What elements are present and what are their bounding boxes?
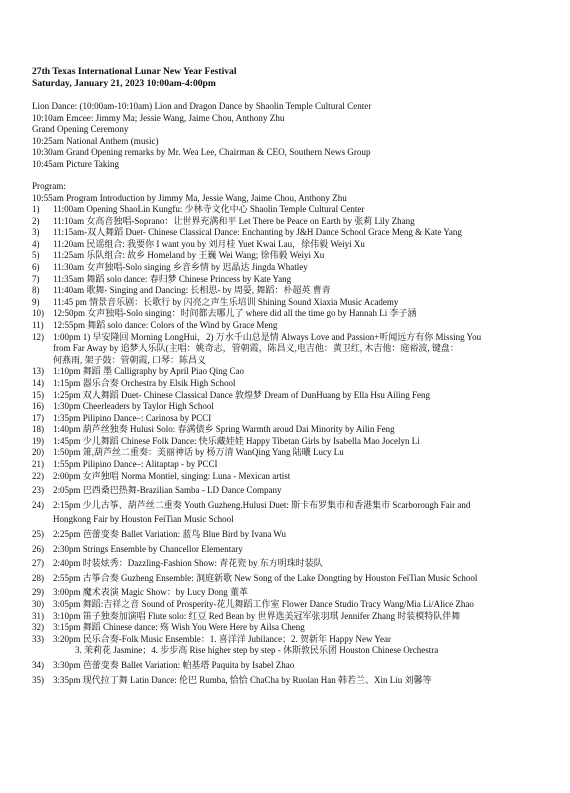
program-item [32, 332, 550, 344]
program-item [32, 239, 550, 251]
festival-date: Saturday, January 21, 2023 10:00am-4:00pm [32, 78, 216, 89]
item-text: 11:20am 民谣组合: 我要你 I want you by 刘月桂 Yuet Kwai Lau，徐伟毅 Weiyi Xu [53, 238, 365, 249]
program-item [32, 471, 550, 483]
item-text: 11:30am 女声独唱-Solo singing 乡音乡情 by 迟晶达 Jingda Whatley [53, 261, 308, 272]
item-text: 11:15am-双人舞蹈 Duet- Chinese Classical Dance: Enchanting by J&H Dance School Grace Meng & Kate Yang [53, 227, 462, 238]
program-item [32, 227, 550, 239]
item-number: 12) [32, 331, 44, 342]
program-item [32, 485, 550, 497]
item-number: 5) [32, 250, 40, 261]
program-item [32, 675, 550, 687]
item-number: 11) [32, 319, 44, 330]
program-item-continuation: 3. 茉莉花 Jasmine；4. 步步高 Rise higher step by step - 休斯敦民乐团 Houston Chinese Orchestra [75, 645, 439, 656]
item-text: 3:15pm 舞蹈 Chinese dance: 殇 Wish You Were Here by Ailsa Cheng [53, 622, 305, 633]
program-item [32, 320, 550, 332]
item-number: 6) [32, 261, 40, 272]
item-text: 2:55pm 古筝合奏 Guzheng Ensemble: 洞庭新歌 New Song of the Lake Dongting by Houston FeiTian Music School [53, 572, 478, 583]
item-number: 29) [32, 587, 44, 598]
program-item [32, 660, 550, 672]
program-heading: Program: [32, 181, 66, 191]
program-item [32, 285, 550, 297]
item-text: 3:00pm 魔术表演 Magic Show：by Lucy Dong 董革 [53, 587, 248, 598]
item-text: 1:10pm 舞蹈 墨 Calligraphy by April Piao Qing Cao [53, 366, 244, 377]
item-text: 12:50pm 女声独唱-Solo singing：时间都去哪儿了 where did all the time go by Hannah Li 李子涵 [53, 308, 417, 319]
item-text: 2:15pm 少儿古筝、葫芦丝二重奏 Youth Guzheng.Hulusi Duet: 斯卡布罗集市和香港集市 Scarborough Fair and [53, 499, 471, 510]
program-item [32, 573, 550, 585]
item-text: 2:00pm 女声独唱 Norma Montiel, singing: Luna - Mexican artist [53, 470, 291, 481]
item-text: 1:30pm Cheerleaders by Taylor High School [53, 401, 214, 412]
item-number: 34) [32, 659, 44, 670]
item-number: 35) [32, 674, 44, 685]
item-number: 22) [32, 470, 44, 481]
item-text: 3:10pm 笛子独奏加演唱 Flute solo: 红豆 Red Bean by 世界选美冠军张羽琪 Jennifer Zhang 时装模特队伴舞 [53, 610, 461, 621]
program-item [32, 500, 550, 512]
item-number: 19) [32, 435, 44, 446]
item-number: 21) [32, 459, 44, 470]
item-number: 32) [32, 622, 44, 633]
item-number: 15) [32, 389, 44, 400]
program-item [32, 424, 550, 436]
item-text: 3:20pm 民乐合奏-Folk Music Ensemble：1. 喜洋洋 Jubilance；2. 贺新年 Happy New Year [53, 633, 391, 644]
program-item [32, 599, 550, 611]
item-text: 11:40am 歌舞- Singing and Dancing: 长相思- by 周晏, 舞蹈：朴超英 曹青 [53, 285, 331, 296]
item-text: 1:45pm 少儿舞蹈 Chinese Folk Dance: 快乐藏娃娃 Happy Tibetan Girls by Isabella Mao Jocelyn Li [53, 435, 420, 446]
item-number: 16) [32, 401, 44, 412]
opening-lion-dance: Lion Dance: (10:00am-10:10am) Lion and Dragon Dance by Shaolin Temple Cultural Center [32, 101, 372, 111]
item-number: 26) [32, 543, 44, 554]
item-text: 3:30pm 芭蕾变奏 Ballet Variation: 帕基塔 Paquita by Isabel Zhao [53, 659, 295, 670]
item-text: 3:35pm 现代拉丁舞 Latin Dance: 伦巴 Rumba, 恰恰 ChaCha by Ruolan Han 韩若兰、Xin Liu 刘馨等 [53, 674, 432, 685]
program-list [32, 204, 550, 686]
program-item [32, 622, 550, 634]
item-number: 1) [32, 204, 40, 214]
item-text: 3:05pm 舞蹈:吉祥之音 Sound of Prosperity-花儿舞蹈工作室 Flower Dance Studio Tracy Wang/Mia Li/Alice Zhao [53, 599, 474, 609]
program-item [32, 390, 550, 402]
program-item [32, 587, 550, 599]
item-text: 2:30pm Strings Ensemble by Chancellor Elementary [53, 543, 243, 554]
item-text: 11:45 pm 情景音乐剧：长歌行 by 闪亮之声生乐培训 Shining Sound Xiaxia Music Academy [53, 296, 399, 307]
program-item [32, 529, 550, 541]
program-item [32, 544, 550, 556]
item-number: 2) [32, 215, 40, 226]
program-item [32, 436, 550, 448]
item-text: 1:35pm Pilipino Dance–: Carinosa by PCCI [53, 412, 212, 423]
item-text: 2:40pm 时装炫秀：Dazzling-Fashion Show: 青花瓷 by 东方明珠时装队 [53, 558, 323, 569]
opening-section [32, 101, 550, 170]
item-number: 14) [32, 377, 44, 388]
program-item-continuation: 何燕雨, 架子鼓：管朝霞, 口琴：陈昌义 [53, 354, 207, 365]
item-number: 18) [32, 424, 44, 435]
item-text: 1:25pm 双人舞蹈 Duet- Chinese Classical Dance 敦煌梦 Dream of DunHuang by Ella Hsu Ailing Feng [53, 389, 430, 400]
opening-ceremony: Grand Opening Ceremony [32, 124, 129, 134]
program-item [32, 204, 550, 216]
item-number: 27) [32, 558, 44, 569]
item-number: 23) [32, 485, 44, 496]
program-item [32, 308, 550, 320]
item-text: 12:55pm 舞蹈 solo dance: Colors of the Wind by Grace Meng [53, 319, 278, 330]
program-item [32, 447, 550, 459]
program-item [32, 297, 550, 309]
item-number: 3) [32, 227, 40, 238]
program-item [32, 262, 550, 274]
item-number: 10) [32, 308, 44, 319]
opening-anthem: 10:25am National Anthem (music) [32, 135, 159, 146]
program-item [32, 611, 550, 623]
item-number: 13) [32, 366, 44, 377]
program-item [32, 216, 550, 228]
item-number: 7) [32, 273, 40, 284]
item-number: 25) [32, 529, 44, 540]
item-number: 9) [32, 296, 40, 307]
item-text: 11:25am 乐队组合: 故乡 Homeland by 王巍 Wei Wang; 徐伟毅 Weiyi Xu [53, 250, 325, 261]
item-number: 33) [32, 633, 44, 644]
item-text: 1:55pm Pilipino Dance–: Alitaptap - by PCCI [53, 459, 218, 470]
item-number: 20) [32, 447, 44, 458]
program-item [32, 413, 550, 425]
item-number: 28) [32, 572, 44, 583]
program-item [32, 250, 550, 262]
program-item [32, 634, 550, 646]
program-item-continuation: Hongkong Fair by Houston FeiTian Music School [53, 514, 234, 525]
item-text: 1:50pm 箫,葫芦丝二重奏：美丽神话 by 杨万清 WanQing Yang 陆曦 Lucy Lu [53, 447, 344, 458]
program-item [32, 401, 550, 413]
program-item-continuation: from Far Away by 追梦人乐队(主唱：姚奇志，管朝霞，陈昌义,电吉他：黄卫红, 木吉他：庭裕波, 键盘： [53, 343, 459, 354]
item-text: 11:00am Opening ShaoLin Kungfu: 少林寺文化中心 Shaolin Temple Cultural Center [53, 204, 365, 214]
item-number: 24) [32, 499, 44, 510]
item-text: 2:25pm 芭蕾变奏 Ballet Variation: 蓝鸟 Blue Bird by Ivana Wu [53, 529, 287, 540]
item-number: 30) [32, 599, 44, 609]
opening-emcee: 10:10am Emcee: Jimmy Ma; Jessie Wang, Jaime Chou, Anthony Zhu [32, 112, 285, 123]
opening-remarks: 10:30am Grand Opening remarks by Mr. Wea Lee, Chairman & CEO, Southern News Group [32, 147, 371, 157]
program-item [32, 558, 550, 570]
program-item [32, 366, 550, 378]
item-text: 1:15pm 器乐合奏 Orchestra by Elsik High School [53, 377, 236, 388]
program-item [32, 378, 550, 390]
festival-title: 27th Texas International Lunar New Year Festival [32, 66, 237, 77]
program-item [32, 459, 550, 471]
item-text: 2:05pm 巴西桑巴热舞-Brazilian Samba - LD Dance Company [53, 485, 282, 496]
item-number: 31) [32, 610, 44, 621]
item-text: 11:35am 舞蹈 solo dance: 春归梦 Chinese Princess by Kate Yang [53, 273, 292, 284]
item-text: 1:40pm 葫芦丝独奏 Hulusi Solo: 春满债乡 Spring Warmth aroud Dai Minority by Ailin Feng [53, 424, 395, 435]
opening-picture: 10:45am Picture Taking [32, 158, 120, 169]
item-text: 11:10am 女高音独唱-Soprano：让世界充满和平 Let There be Peace on Earth by 张莉 Lily Zhang [53, 215, 415, 226]
item-number: 17) [32, 412, 44, 423]
program-intro: 10:55am Program Introduction by Jimmy Ma, Jessie Wang, Jaime Chou, Anthony Zhu [32, 192, 347, 203]
item-text: 1:00pm 1) 早安隆回 Morning LongHui，2) 万水千山总是情 Always Love and Passion+听闻远方有你 Missing You [53, 331, 482, 342]
program-item [32, 274, 550, 286]
item-number: 8) [32, 285, 40, 296]
item-number: 4) [32, 238, 40, 249]
